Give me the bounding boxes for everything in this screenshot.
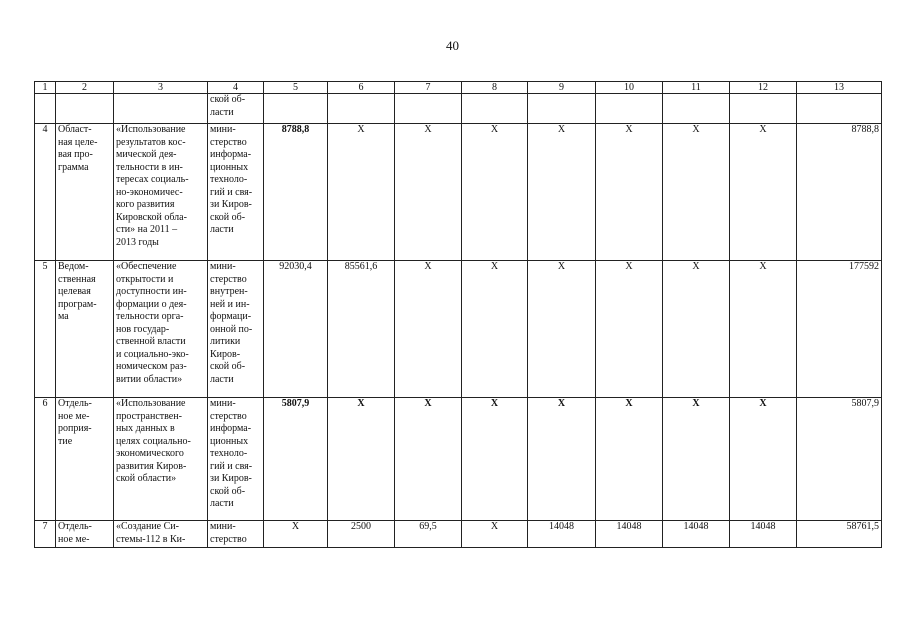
value-cell: Х [730,124,797,261]
value-cell [395,94,462,124]
value-cell: Х [596,261,663,398]
row-number: 7 [35,521,56,548]
event-type: Отдель- ное ме- роприя- тие [56,398,114,521]
total-cell: 58761,5 [797,521,882,548]
value-cell: Х [462,261,528,398]
responsible-executor: мини- стерство информа- ционных техноло- гий и свя- зи Киров- ской об- ласти [208,398,264,521]
value-cell: 14048 [663,521,730,548]
value-cell: Х [462,521,528,548]
value-cell: Х [663,261,730,398]
column-header: 12 [730,82,797,94]
value-cell: 14048 [596,521,663,548]
program-name: «Обеспечение открытости и доступности ин- формации о дея- тельности орга- нов государ- ственной власти и социально-эко- номическом раз- витии области» [114,261,208,398]
value-cell: Х [528,398,596,521]
value-cell: Х [462,398,528,521]
program-table [34,81,882,548]
value-cell: 92030,4 [264,261,328,398]
value-cell: 14048 [730,521,797,548]
row-number: 5 [35,261,56,398]
value-cell [328,94,395,124]
value-cell: Х [596,398,663,521]
program-name: «Использование результатов кос- мической дея- тельности в ин- тересах социаль- но-экономичес- кого развития Кировской обла- сти» на 2011 – 2013 годы [114,124,208,261]
value-cell: Х [395,261,462,398]
column-header: 10 [596,82,663,94]
column-number-row [35,82,882,94]
responsible-executor: ской об- ласти [208,94,264,124]
value-cell: 14048 [528,521,596,548]
responsible-executor: мини- стерство внутрен- ней и ин- формаци- онной по- литики Киров- ской об- ласти [208,261,264,398]
total-cell: 8788,8 [797,124,882,261]
value-cell: Х [663,124,730,261]
program-name: «Использование пространствен- ных данных в целях социально- экономического развития Киров- ской области» [114,398,208,521]
column-header: 7 [395,82,462,94]
event-type [56,94,114,124]
value-cell [730,94,797,124]
value-cell: Х [395,124,462,261]
column-header: 1 [35,82,56,94]
value-cell [797,94,882,124]
value-cell: 69,5 [395,521,462,548]
column-header: 5 [264,82,328,94]
value-cell: Х [528,261,596,398]
value-cell: 2500 [328,521,395,548]
table-row [35,261,882,398]
program-name [114,94,208,124]
column-header: 6 [328,82,395,94]
column-header: 9 [528,82,596,94]
responsible-executor: мини- стерство информа- ционных техноло- гий и свя- зи Киров- ской об- ласти [208,124,264,261]
total-cell: 177592 [797,261,882,398]
value-cell: Х [395,398,462,521]
table-row [35,521,882,548]
value-cell [663,94,730,124]
value-cell: 85561,6 [328,261,395,398]
event-type: Ведом- ственная целевая програм- ма [56,261,114,398]
table-row [35,124,882,261]
total-cell: 5807,9 [797,398,882,521]
column-header: 11 [663,82,730,94]
value-cell: Х [328,398,395,521]
program-name: «Создание Си- стемы-112 в Ки- [114,521,208,548]
column-header: 8 [462,82,528,94]
value-cell: Х [528,124,596,261]
value-cell [264,94,328,124]
value-cell: Х [730,398,797,521]
value-cell: Х [462,124,528,261]
column-header: 13 [797,82,882,94]
event-type: Отдель- ное ме- [56,521,114,548]
page-number: 40 [446,38,459,53]
column-header: 3 [114,82,208,94]
column-header: 2 [56,82,114,94]
row-number: 4 [35,124,56,261]
table-row [35,398,882,521]
column-header: 4 [208,82,264,94]
table-row [35,94,882,124]
value-cell [528,94,596,124]
value-cell: 5807,9 [264,398,328,521]
value-cell: 8788,8 [264,124,328,261]
event-type: Област- ная целе- вая про- грамма [56,124,114,261]
value-cell: Х [264,521,328,548]
row-number: 6 [35,398,56,521]
responsible-executor: мини- стерство [208,521,264,548]
value-cell: Х [328,124,395,261]
value-cell [596,94,663,124]
value-cell: Х [596,124,663,261]
value-cell: Х [663,398,730,521]
value-cell: Х [730,261,797,398]
row-number [35,94,56,124]
value-cell [462,94,528,124]
